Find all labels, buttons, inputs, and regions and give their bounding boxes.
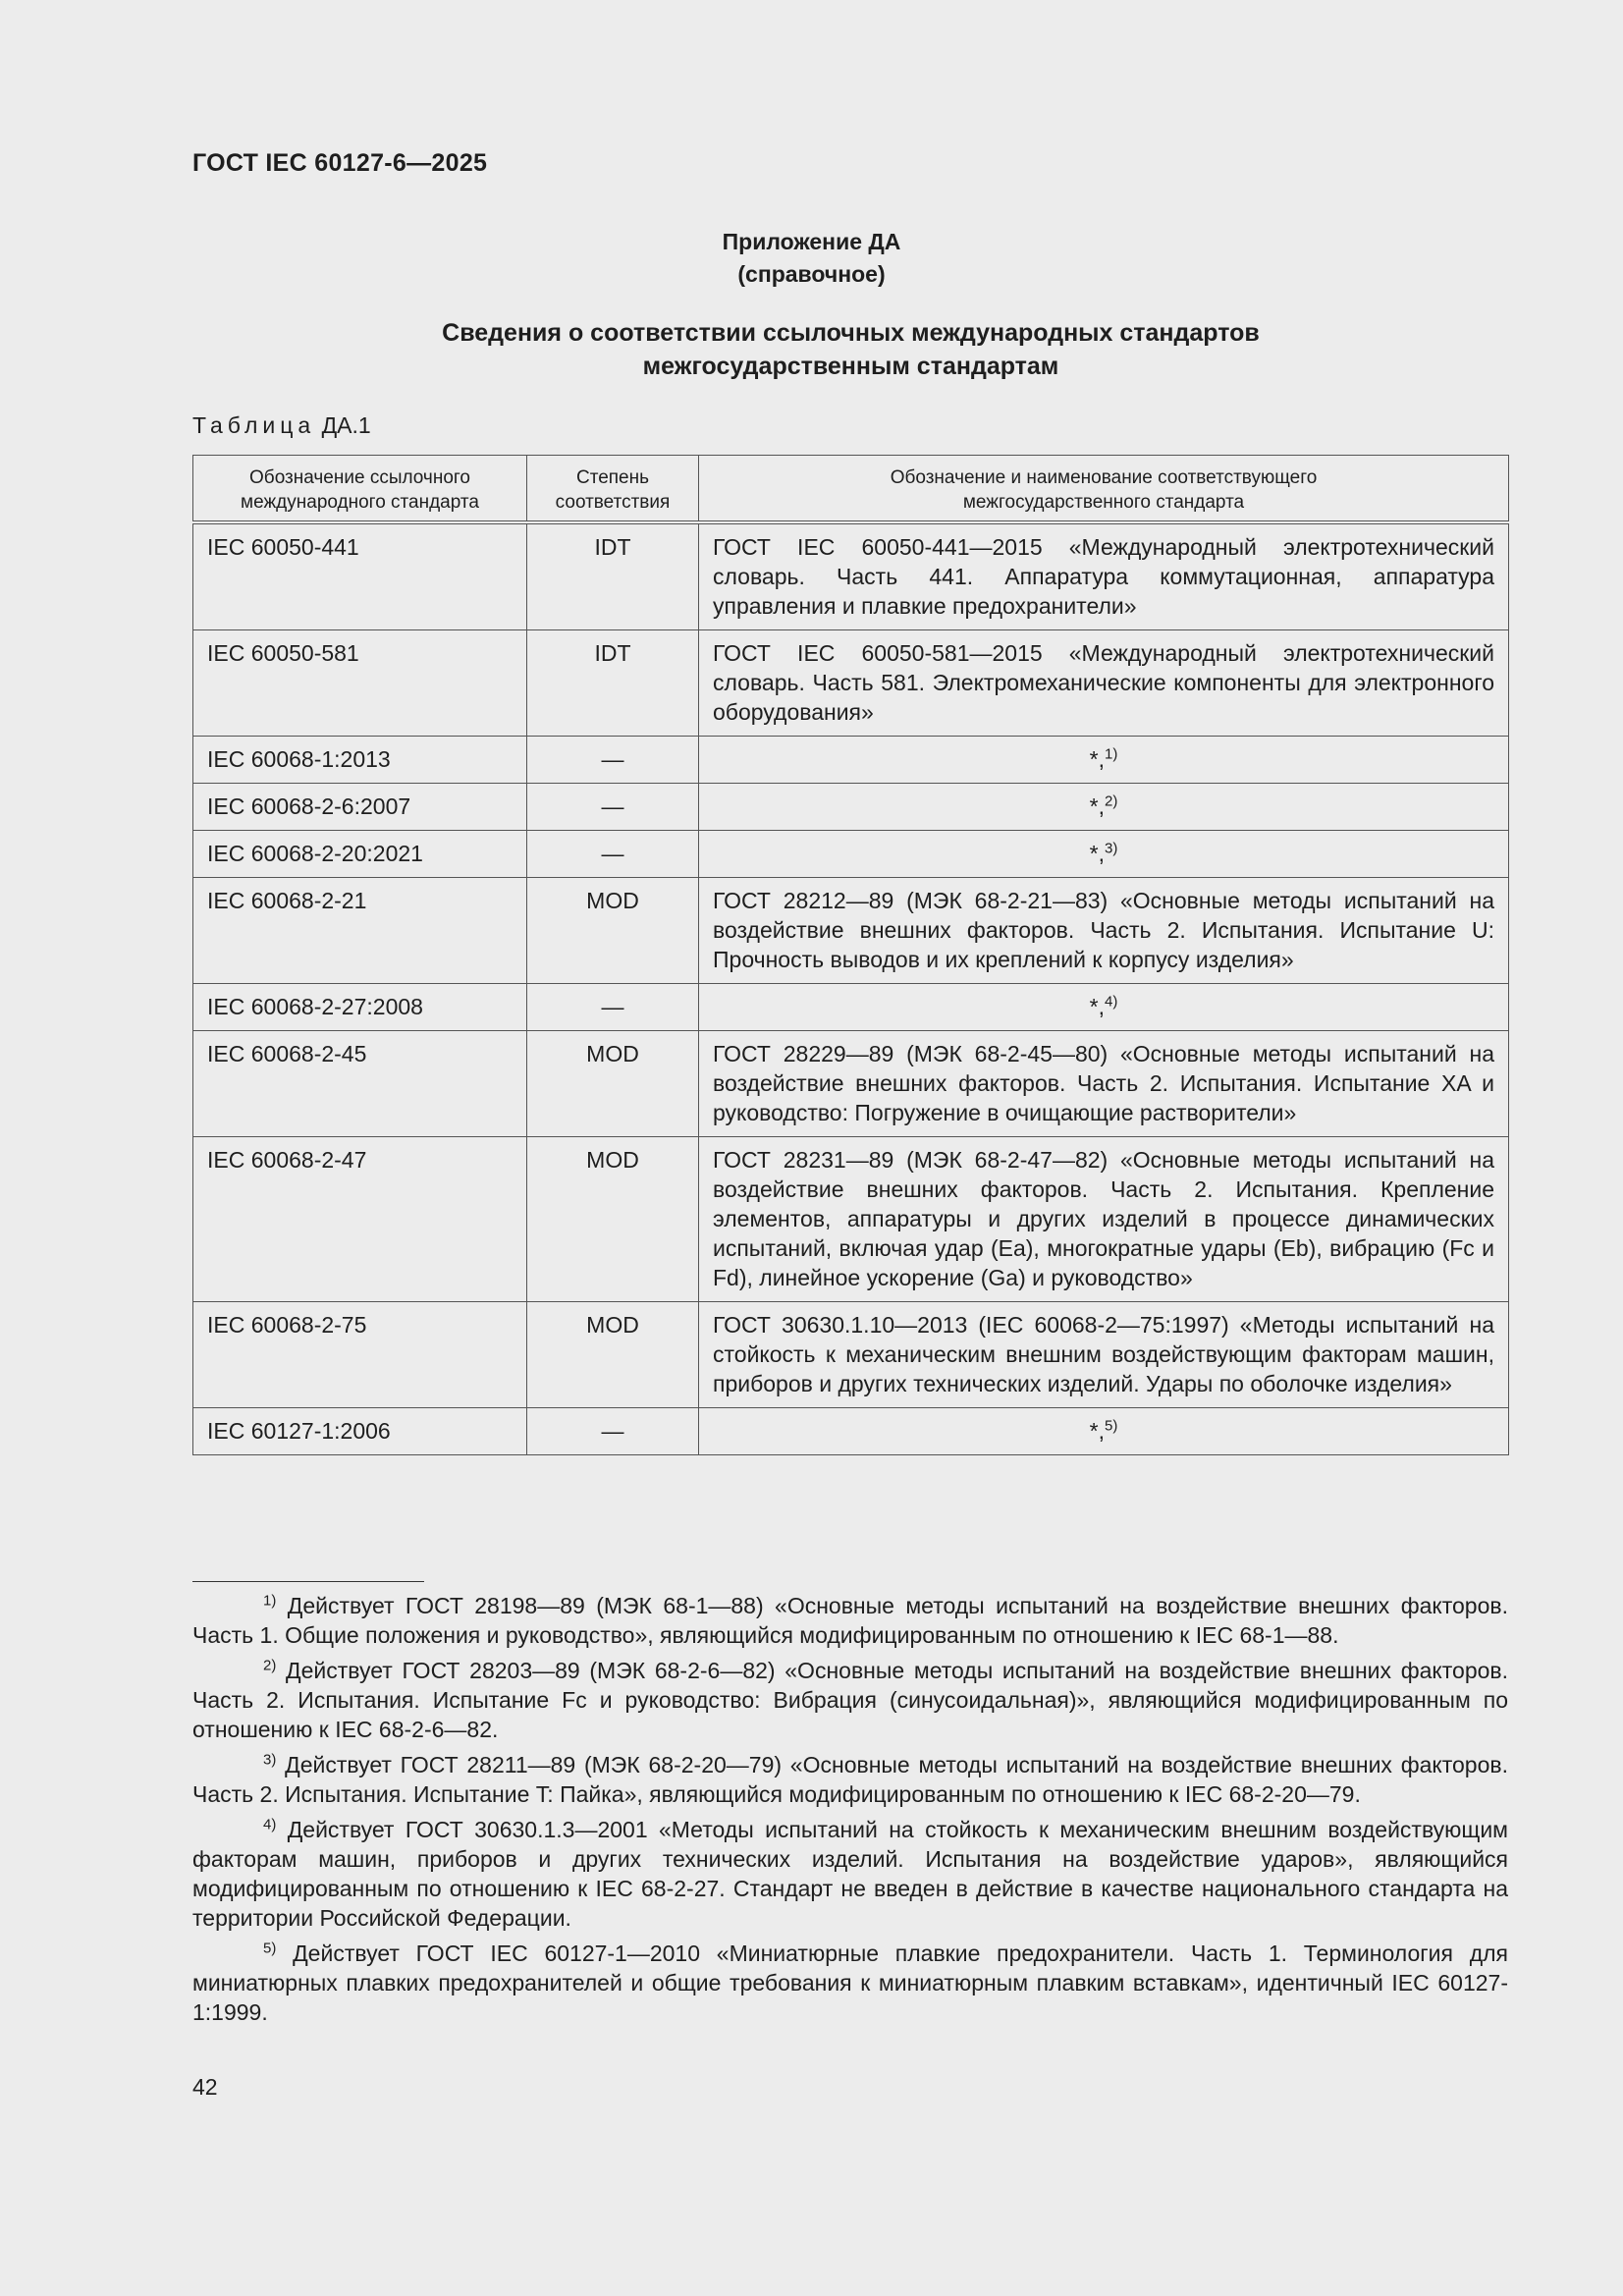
table-caption-word: Таблица bbox=[192, 412, 316, 438]
header-text: соответствия bbox=[555, 492, 671, 513]
footnote bbox=[192, 1815, 1508, 1933]
table-row bbox=[193, 630, 1509, 737]
cell-code: IEC 60068-2-47 bbox=[193, 1137, 527, 1302]
footnote-text: Действует ГОСТ 28198—89 (МЭК 68-1—88) «Основные методы испытаний на воздействие внешних факторов. Часть 1. Общие положения и руководство», являющийся модифицированным по отношению к IEC 68-1—88. bbox=[192, 1593, 1508, 1648]
footnote-ref: 4) bbox=[1105, 993, 1118, 1011]
cell-code: IEC 60068-2-45 bbox=[193, 1031, 527, 1137]
cell-name: ГОСТ 28231—89 (МЭК 68-2-47—82) «Основные методы испытаний на воздействие внешних факторов. Часть 2. Испытания. Крепление элементов, аппаратуры и других изделий в процессе динамических испытаний, включая удар (Ea), многократные удары (Eb), вибрацию (Fc и Fd), линейное ускорение (Ga) и руководство» bbox=[699, 1137, 1509, 1302]
cell-code: IEC 60068-2-6:2007 bbox=[193, 784, 527, 831]
cell-degree: MOD bbox=[527, 1137, 699, 1302]
annex-label bbox=[0, 226, 1623, 291]
asterisk-mark: *, bbox=[1089, 1418, 1105, 1444]
header-text: межгосударственного стандарта bbox=[962, 492, 1245, 513]
header-text: Степень bbox=[575, 467, 650, 488]
header-text: международного стандарта bbox=[241, 492, 479, 513]
footnote-mark: 1) bbox=[263, 1592, 277, 1610]
annex-heading bbox=[0, 316, 1623, 383]
table-header-row bbox=[193, 456, 1509, 523]
annex-status: (справочное) bbox=[737, 261, 886, 287]
footnote bbox=[192, 1939, 1508, 2027]
table-row bbox=[193, 831, 1509, 878]
cell-name: ГОСТ 28212—89 (МЭК 68-2-21—83) «Основные методы испытаний на воздействие внешних факторов. Часть 2. Испытания. Испытание U: Прочность выводов и их креплений к корпусу изделия» bbox=[699, 878, 1509, 984]
footnote-mark: 2) bbox=[263, 1657, 277, 1674]
cell-degree: — bbox=[527, 737, 699, 784]
cell-name bbox=[699, 1408, 1509, 1455]
cell-name bbox=[699, 784, 1509, 831]
cell-degree: MOD bbox=[527, 1031, 699, 1137]
footnote-text: Действует ГОСТ 30630.1.3—2001 «Методы испытаний на стойкость к механическим внешним воздействующим факторам машин, приборов и других технических изделий. Испытания на воздействие ударов», являющийся модифицированным по отношению к IEC 68-2-27. Стандарт не введен в действие в качестве национального стандарта на территории Российской Федерации. bbox=[192, 1817, 1508, 1931]
table-row bbox=[193, 1408, 1509, 1455]
cell-code: IEC 60068-2-20:2021 bbox=[193, 831, 527, 878]
table-row bbox=[193, 1302, 1509, 1408]
cell-degree: — bbox=[527, 984, 699, 1031]
table-row bbox=[193, 878, 1509, 984]
cell-name: ГОСТ IEC 60050-581—2015 «Международный электротехнический словарь. Часть 581. Электромеханические компоненты для электронного оборудования» bbox=[699, 630, 1509, 737]
cell-code: IEC 60050-581 bbox=[193, 630, 527, 737]
header-reference-standard bbox=[193, 456, 527, 523]
asterisk-mark: *, bbox=[1089, 793, 1105, 819]
cell-name: ГОСТ IEC 60050-441—2015 «Международный электротехнический словарь. Часть 441. Аппаратура коммутационная, аппаратура управления и плавкие предохранители» bbox=[699, 522, 1509, 630]
footnote bbox=[192, 1750, 1508, 1809]
cell-degree: IDT bbox=[527, 522, 699, 630]
footnote-separator bbox=[192, 1581, 424, 1582]
footnote bbox=[192, 1656, 1508, 1744]
cell-name bbox=[699, 737, 1509, 784]
standards-table bbox=[192, 455, 1509, 1455]
cell-code: IEC 60068-2-75 bbox=[193, 1302, 527, 1408]
footnote-text: Действует ГОСТ 28203—89 (МЭК 68-2-6—82) «Основные методы испытаний на воздействие внешних факторов. Часть 2. Испытания. Испытание Fc и руководство: Вибрация (синусоидальная)», являющийся модифицированным по отношению к IEC 68-2-6—82. bbox=[192, 1658, 1509, 1742]
cell-name bbox=[699, 831, 1509, 878]
cell-degree: — bbox=[527, 784, 699, 831]
footnote-text: Действует ГОСТ IEC 60127-1—2010 «Миниатюрные плавкие предохранители. Часть 1. Терминология для миниатюрных плавких предохранителей и общие требования к миниатюрным плавким вставкам», идентичный IEC 60127-1:1999. bbox=[192, 1941, 1509, 2025]
header-text: Обозначение и наименование соответствующего bbox=[890, 467, 1318, 488]
asterisk-mark: *, bbox=[1089, 994, 1105, 1019]
cell-degree: MOD bbox=[527, 878, 699, 984]
footnote-ref: 1) bbox=[1105, 745, 1118, 763]
footnote-text: Действует ГОСТ 28211—89 (МЭК 68-2-20—79) «Основные методы испытаний на воздействие внешних факторов. Часть 2. Испытания. Испытание T: Пайка», являющийся модифицированным по отношению к IEC 68-2-20—79. bbox=[192, 1752, 1508, 1807]
cell-degree: MOD bbox=[527, 1302, 699, 1408]
footnote-mark: 5) bbox=[263, 1940, 277, 1957]
footnote-mark: 4) bbox=[263, 1816, 277, 1833]
table-row bbox=[193, 1031, 1509, 1137]
asterisk-mark: *, bbox=[1089, 746, 1105, 772]
table-row bbox=[193, 984, 1509, 1031]
footnote-ref: 2) bbox=[1105, 793, 1118, 810]
annex-title: Приложение ДА bbox=[722, 229, 901, 254]
table-caption-number: ДА.1 bbox=[321, 412, 371, 438]
header-interstate-standard bbox=[699, 456, 1509, 523]
header-text: Обозначение ссылочного bbox=[249, 467, 470, 488]
cell-code: IEC 60127-1:2006 bbox=[193, 1408, 527, 1455]
page-number: 42 bbox=[192, 2074, 218, 2100]
footnotes bbox=[192, 1591, 1508, 2033]
footnote bbox=[192, 1591, 1508, 1650]
header-degree bbox=[527, 456, 699, 523]
cell-code: IEC 60068-1:2013 bbox=[193, 737, 527, 784]
footnote-mark: 3) bbox=[263, 1751, 277, 1769]
cell-degree: — bbox=[527, 1408, 699, 1455]
table-row bbox=[193, 737, 1509, 784]
cell-code: IEC 60050-441 bbox=[193, 522, 527, 630]
table-row bbox=[193, 784, 1509, 831]
cell-code: IEC 60068-2-21 bbox=[193, 878, 527, 984]
document-code: ГОСТ IEC 60127-6—2025 bbox=[192, 149, 488, 177]
cell-code: IEC 60068-2-27:2008 bbox=[193, 984, 527, 1031]
table-row bbox=[193, 1137, 1509, 1302]
asterisk-mark: *, bbox=[1089, 841, 1105, 866]
annex-heading-line2: межгосударственным стандартам bbox=[642, 353, 1059, 380]
footnote-ref: 3) bbox=[1105, 840, 1118, 857]
cell-degree: — bbox=[527, 831, 699, 878]
annex-heading-line1: Сведения о соответствии ссылочных международных стандартов bbox=[442, 319, 1260, 347]
footnote-ref: 5) bbox=[1105, 1417, 1118, 1435]
cell-name: ГОСТ 30630.1.10—2013 (IEC 60068-2—75:1997) «Методы испытаний на стойкость к механическим внешним воздействующим факторам машин, приборов и других технических изделий. Удары по оболочке изделия» bbox=[699, 1302, 1509, 1408]
cell-name: ГОСТ 28229—89 (МЭК 68-2-45—80) «Основные методы испытаний на воздействие внешних факторов. Часть 2. Испытания. Испытание XA и руководство: Погружение в очищающие растворители» bbox=[699, 1031, 1509, 1137]
cell-degree: IDT bbox=[527, 630, 699, 737]
table-row bbox=[193, 522, 1509, 630]
table-caption bbox=[192, 412, 371, 439]
cell-name bbox=[699, 984, 1509, 1031]
